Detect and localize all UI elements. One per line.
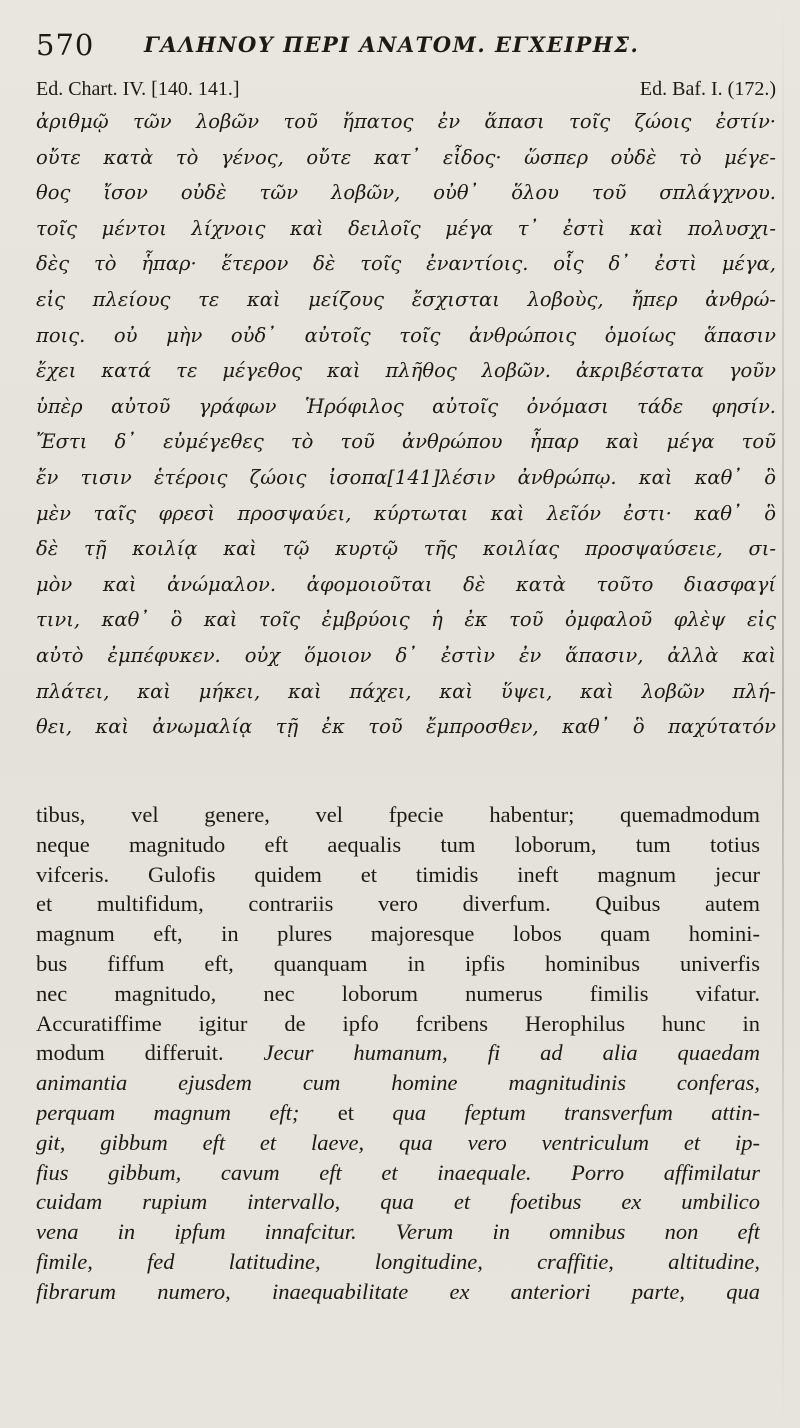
greek-line: τινι, καθ᾽ ὃ καὶ τοῖς ἐμβρύοις ἡ ἐκ τοῦ ὀμφαλοῦ φλὲψ εἰς [36, 608, 776, 632]
latin-line: tibus, vel genere, vel fpecie habentur; quemadmodum [36, 802, 760, 827]
latin-line: fibrarum numero, inaequabilitate ex anteriori parte, qua [36, 1278, 760, 1304]
greek-line: μὸν καὶ ἀνώμαλον. ἀφομοιοῦται δὲ κατὰ τοῦτο διασφαγί [36, 572, 776, 596]
page-edge-shadow [782, 0, 784, 1428]
greek-line: τοῖς μέντοι λίχνοις καὶ δειλοῖς μέγα τ᾽ ἐστὶ καὶ πολυσχι- [36, 216, 776, 240]
latin-line: fius gibbum, cavum eft et inaequale. Porro affimilatur [36, 1159, 760, 1185]
page-number: 570 [36, 28, 95, 62]
greek-line: Ἔστι δ᾽ εὐμέγεθες τὸ τοῦ ἀνθρώπου ἧπαρ καὶ μέγα τοῦ [36, 430, 776, 454]
greek-line: θει, καὶ ἀνωμαλίᾳ τῇ ἐκ τοῦ ἔμπροσθεν, καθ᾽ ὃ παχύτατόν [36, 715, 776, 739]
greek-line: δὲς τὸ ἧπαρ· ἕτερον δὲ τοῖς ἐναντίοις. οἷς δ᾽ ἐστὶ μέγα, [36, 252, 776, 276]
latin-line: vena in ipfum innafcitur. Verum in omnibus non eft [36, 1219, 760, 1245]
greek-line: θος ἴσον οὐδὲ τῶν λοβῶν, οὐθ᾽ ὅλου τοῦ σπλάγχνου. [36, 181, 776, 205]
greek-line: μὲν ταῖς φρεσὶ προσψαύει, κύρτωται καὶ λεῖόν ἐστι· καθ᾽ ὃ [36, 501, 776, 525]
latin-line: Accuratiffime igitur de ipfo fcribens Herophilus hunc in [36, 1010, 760, 1036]
greek-line: αὐτὸ ἐμπέφυκεν. οὐχ ὅμοιον δ᾽ ἐστὶν ἐν ἅπασιν, ἀλλὰ καὶ [36, 643, 776, 667]
latin-line: magnum eft, in plures majoresque lobos quam homini- [36, 921, 760, 947]
latin-roman-segment: modum differuit. [36, 1040, 224, 1066]
edition-reference [36, 78, 776, 106]
greek-line: δὲ τῇ κοιλίᾳ καὶ τῷ κυρτῷ τῆς κοιλίας προσψαύσειε, σι- [36, 537, 776, 561]
greek-line: ἔν τισιν ἑτέροις ζώοις ἰσοπα[141]λέσιν ἀνθρώπῳ. καὶ καθ᾽ ὃ [36, 465, 776, 489]
latin-line: fimile, fed latitudine, longitudine, craffitie, altitudine, [36, 1248, 760, 1274]
latin-line-mixed [36, 1098, 760, 1128]
greek-text-block [36, 104, 776, 745]
greek-line: ἀριθμῷ τῶν λοβῶν τοῦ ἥπατος ἐν ἅπασι τοῖς ζώοις ἐστίν· [36, 110, 776, 133]
greek-line: ὑπὲρ αὐτοῦ γράφων Ἡρόφιλος αὐτοῖς ὀνόμασι τάδε φησίν. [36, 394, 776, 418]
latin-line: cuidam rupium intervallo, qua et foetibus ex umbilico [36, 1189, 760, 1215]
greek-line: οὔτε κατὰ τὸ γένος, οὔτε κατ᾽ εἶδος· ὥσπερ οὐδὲ τὸ μέγε- [36, 145, 776, 169]
latin-line: git, gibbum eft et laeve, qua vero ventriculum et ip- [36, 1129, 760, 1155]
edition-chart-reference: Ed. Chart. IV. [140. 141.] [36, 78, 240, 100]
latin-line: bus fiffum eft, quanquam in ipfis hominibus univerfis [36, 950, 760, 976]
latin-text-block [36, 800, 760, 1307]
greek-line: ποις. οὐ μὴν οὐδ᾽ αὐτοῖς τοῖς ἀνθρώποις ὁμοίως ἅπασιν [36, 323, 776, 347]
latin-italic-segment: perquam magnum eft; [36, 1099, 300, 1125]
running-head [36, 24, 776, 64]
latin-roman-segment: et [337, 1099, 355, 1125]
latin-italic-segment: Jecur humanum, fi ad alia quaedam [263, 1040, 760, 1066]
latin-line: nec magnitudo, nec loborum numerus fimilis vifatur. [36, 980, 760, 1006]
edition-basel-reference: Ed. Baf. I. (172.) [639, 78, 776, 100]
running-title: ΓΑΛΗΝΟΥ ΠΕΡΙ ΑΝΑΤΟΜ. ΕΓΧΕΙΡΗΣ. [144, 32, 640, 57]
latin-line-mixed [36, 1038, 760, 1068]
greek-line: πλάτει, καὶ μήκει, καὶ πάχει, καὶ ὕψει, καὶ λοβῶν πλή- [36, 679, 776, 703]
latin-line: animantia ejusdem cum homine magnitudinis conferas, [36, 1070, 760, 1096]
latin-line: neque magnitudo eft aequalis tum loborum, tum totius [36, 831, 760, 857]
latin-line: et multifidum, contrariis vero diverfum. Quibus autem [36, 891, 760, 917]
greek-line: εἰς πλείους τε καὶ μείζους ἔσχισται λοβοὺς, ἤπερ ἀνθρώ- [36, 287, 776, 311]
latin-line: vifceris. Gulofis quidem et timidis ineft magnum jecur [36, 861, 760, 887]
latin-italic-segment: qua feptum transverfum attin- [392, 1099, 760, 1125]
greek-line: ἔχει κατά τε μέγεθος καὶ πλῆθος λοβῶν. ἀκριβέστατα γοῦν [36, 359, 776, 383]
